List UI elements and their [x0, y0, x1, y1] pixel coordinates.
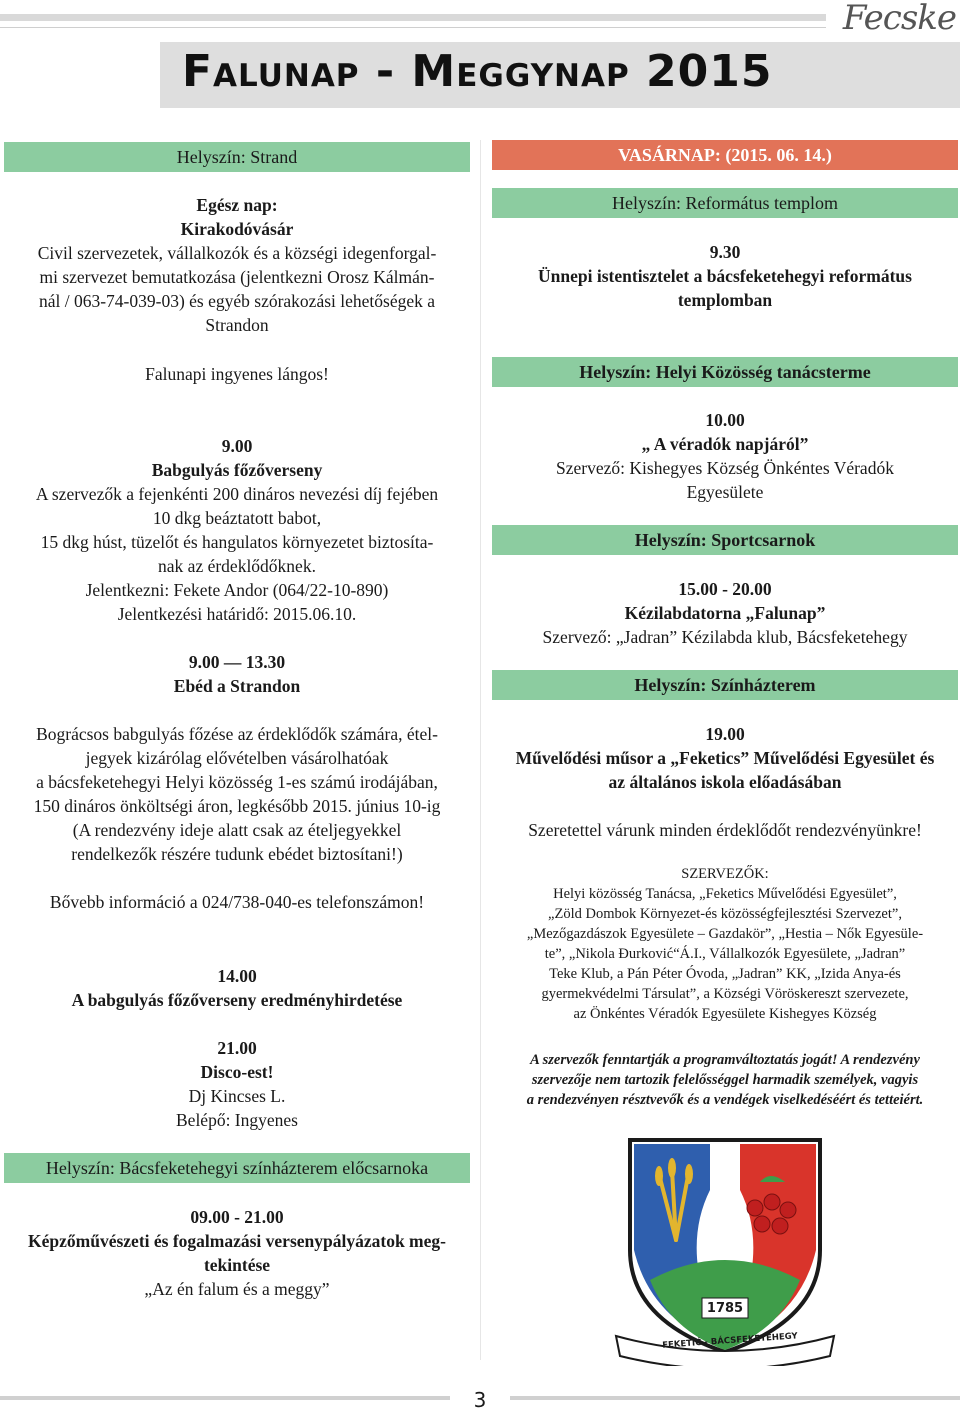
- event-time: 09.00 - 21.00: [190, 1207, 284, 1227]
- event-desc: nál / 063-74-039-03) és egyéb szórakozási lehetőségek a: [38, 291, 436, 311]
- event-title: Művelődési műsor a „Feketics” Művelődési Egyesület és: [515, 748, 935, 768]
- event-desc: A szervezők a fejenkénti 200 dináros nevezési díj fejében: [35, 484, 439, 504]
- event-title: Ünnepi istentisztelet a bácsfeketehegyi református: [538, 266, 912, 286]
- event-subtitle: „Az én falum és a meggy”: [144, 1279, 330, 1299]
- event-title: tekintése: [203, 1255, 271, 1275]
- page-number: 3: [473, 1388, 487, 1412]
- event-time: 19.00: [705, 724, 745, 744]
- event-veradok: [492, 408, 958, 504]
- location-bar-elocsarnok: Helyszín: Bácsfeketehegyi színházterem előcsarnoka: [4, 1153, 470, 1183]
- langos-note: Falunapi ingyenes lángos!: [145, 364, 329, 384]
- header-rule: [0, 14, 826, 21]
- location-bar-templom: Helyszín: Református templom: [492, 188, 958, 218]
- event-desc: nak az érdeklődőknek.: [158, 556, 316, 576]
- coat-year: 1785: [706, 1301, 744, 1316]
- coat-of-arms-emblem: [610, 1130, 840, 1366]
- event-time: 14.00: [217, 966, 257, 986]
- event-desc: a bácsfeketehegyi Helyi közösség 1-es számú irodájában,: [36, 772, 438, 792]
- organizer-line: Helyi közösség Tanácsa, „Feketics Művelődési Egyesület”,: [553, 886, 897, 902]
- event-time: 15.00 - 20.00: [678, 579, 772, 599]
- column-divider: [480, 140, 481, 1360]
- event-desc: Strandon: [205, 315, 269, 335]
- footer-rule-left: [0, 1396, 450, 1400]
- event-time: Egész nap:: [196, 195, 278, 215]
- event-title: Képzőművészeti és fogalmazási versenypályázatok meg-: [28, 1231, 446, 1251]
- event-kiallitas: [4, 1205, 470, 1301]
- event-entry: Belépő: Ingyenes: [176, 1110, 298, 1130]
- day-bar-sunday: VASÁRNAP: (2015. 06. 14.): [492, 140, 958, 170]
- event-desc: 15 dkg húst, tüzelőt és hangulatos környezetet biztosíta-: [40, 532, 434, 552]
- event-title: templomban: [677, 290, 773, 310]
- event-title: Ebéd a Strandon: [173, 676, 301, 696]
- location-bar-sportcsarnok: Helyszín: Sportcsarnok: [492, 525, 958, 555]
- disclaimer-line: a rendezvényen résztvevők és a vendégek viselkedéséért és tetteiért.: [526, 1092, 924, 1108]
- event-desc: Jelentkezni: Fekete Andor (064/22-10-890): [85, 580, 389, 600]
- event-time: 9.00 — 13.30: [188, 652, 286, 672]
- event-ebed: [4, 650, 470, 914]
- organizer-line: Teke Klub, a Pán Péter Óvoda, „Jadran” KK, „Izida Anya-és: [549, 966, 901, 982]
- invitation: Szeretettel várunk minden érdeklődőt rendezvényünkre!: [528, 820, 922, 840]
- event-desc: 150 dináros önköltségi áron, legkésőbb 2015. június 10-ig: [33, 796, 441, 816]
- event-time: 21.00: [217, 1038, 257, 1058]
- event-title: az általános iskola előadásában: [608, 772, 842, 792]
- disclaimer-line: A szervezők fenntartják a programváltoztatás jogát! A rendezvény: [530, 1052, 920, 1068]
- event-title: „ A véradók napjáról”: [641, 434, 809, 454]
- disclaimer-line: szervezője nem tartozik felelősséggel harmadik személyek, vagyis: [531, 1072, 919, 1088]
- organizer-line: „Mezőgazdászok Egyesülete – Gazdakör”, „Hestia – Nők Egyesüle-: [526, 926, 924, 942]
- organizer-line: az Önkéntes Véradók Egyesülete Kishegyes Község: [573, 1006, 877, 1022]
- event-title: Babgulyás főzőverseny: [151, 460, 323, 480]
- event-title: Kirakodóvásár: [180, 219, 294, 239]
- event-disco: [4, 1036, 470, 1132]
- event-desc: 10 dkg beáztatott babot,: [152, 508, 322, 528]
- event-eredmenyhirdetes: [4, 964, 470, 1012]
- brand-logo: Fecske: [842, 0, 956, 38]
- event-time: 9.30: [709, 242, 741, 262]
- event-title: Disco-est!: [200, 1062, 274, 1082]
- disclaimer: [492, 1050, 958, 1110]
- event-kezilabda: [492, 577, 958, 649]
- event-organizer: Egyesülete: [686, 482, 764, 502]
- event-desc: Jelentkezési határidő: 2015.06.10.: [117, 604, 357, 624]
- organizers-heading: SZERVEZŐK:: [681, 866, 769, 882]
- event-desc: Bográcsos babgulyás főzése az érdeklődők számára, étel-: [36, 724, 438, 744]
- footer-rule-right: [510, 1396, 960, 1400]
- event-desc: jegyek kizárólag elővételben vásárolhatóak: [85, 748, 389, 768]
- event-organizer: Szervező: Kishegyes Község Önkéntes Véradók: [556, 458, 894, 478]
- organizer-line: te”, „Nikola Đurković“Á.I., Vállalkozók Egyesülete, „Jadran”: [544, 946, 906, 962]
- event-kirakodovasar: [4, 193, 470, 337]
- organizer-line: „Zöld Dombok Környezet-és közösségfejlesztési Szervezet”,: [548, 906, 902, 922]
- event-time: 10.00: [705, 410, 745, 430]
- coat-ribbon-text: FEKETIĆ - BÁCSFEKETEHEGY: [661, 1331, 799, 1351]
- event-title: Kézilabdatorna „Falunap”: [624, 603, 826, 623]
- event-musor: [492, 722, 958, 794]
- location-bar-tanacsterem: Helyszín: Helyi Közösség tanácsterme: [492, 357, 958, 387]
- event-dj: Dj Kincses L.: [188, 1086, 286, 1106]
- event-title: A babgulyás főzőverseny eredményhirdetése: [71, 990, 403, 1010]
- location-bar-szinhazterem: Helyszín: Színházterem: [492, 670, 958, 700]
- event-desc: mi szervezet bemutatkozása (jelentkezni Orosz Kálmán-: [39, 267, 435, 287]
- event-time: 9.00: [221, 436, 253, 456]
- header-rule-thin: [0, 27, 826, 28]
- event-desc: Civil szervezetek, vállalkozók és a községi idegenforgal-: [37, 243, 437, 263]
- organizers-list: [492, 864, 958, 1024]
- event-desc: rendelkezők részére tudunk ebédet biztosítani!): [71, 844, 403, 864]
- location-bar-strand: Helyszín: Strand: [4, 142, 470, 172]
- event-organizer: Szervező: „Jadran” Kézilabda klub, Bácsfeketehegy: [542, 627, 908, 647]
- event-desc: (A rendezvény ideje alatt csak az ételjegyekkel: [72, 820, 402, 840]
- page-title: Falunap - Meggynap 2015: [182, 46, 773, 97]
- organizer-line: gyermekvédelmi Társulat”, a Községi Vöröskereszt szervezete,: [541, 986, 909, 1002]
- event-istentisztelet: [492, 240, 958, 312]
- event-babgulyas: [4, 434, 470, 626]
- info-phone: Bővebb információ a 024/738-040-es telefonszámon!: [49, 892, 425, 912]
